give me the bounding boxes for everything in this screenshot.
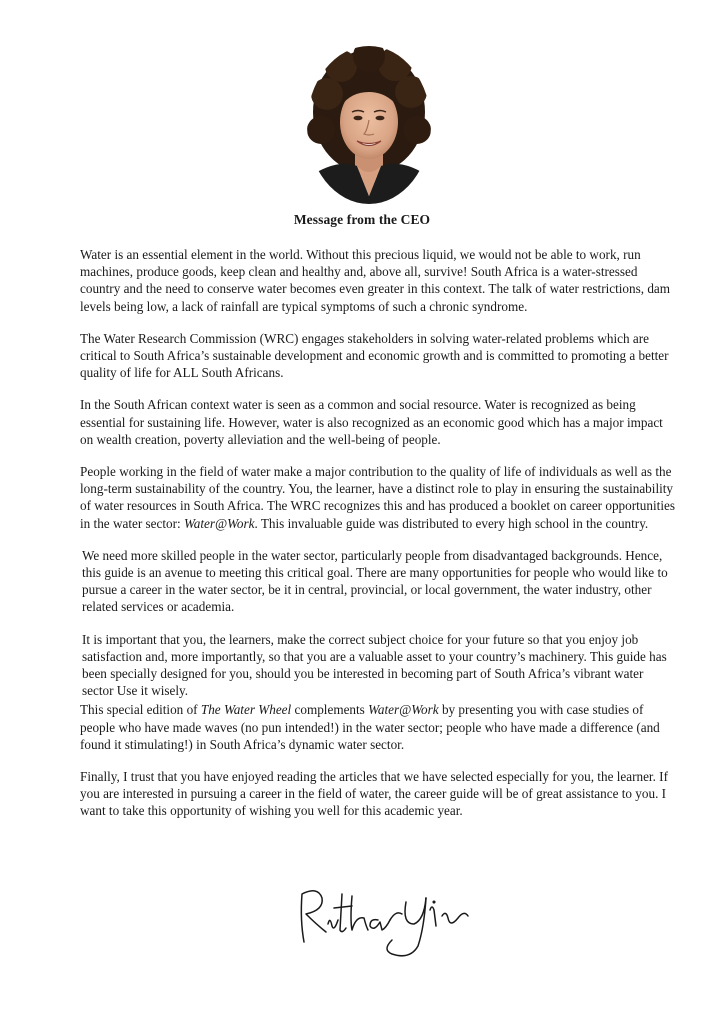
paragraph: Finally, I trust that you have enjoyed reading the articles that we have selected especially for you, the learner. If you are interested in pursuing a career in the field of water, the career guide will be of great assistance to you. I want to take this opportunity of wishing you well for this academic year. xyxy=(80,769,668,819)
paragraph xyxy=(80,701,676,753)
paragraph xyxy=(80,463,676,532)
paragraph-text: This special edition of xyxy=(80,702,201,718)
letter-body xyxy=(80,246,676,835)
paragraph: We need more skilled people in the water sector, particularly people from disadvantaged backgrounds. Hence, this guide is an avenue to meeting this critical goal. There are many opportunities for people who would like to pursue a career in the water sector, be it in central, provincial, or local government, the water industry, other related services or academia. xyxy=(82,547,668,615)
paragraph: In the South African context water is seen as a common and social resource. Water is recognized as being essential for sustaining life. However, water is also recognized as an economic good which has a major impact on wealth creation, poverty alleviation and the well-being of people. xyxy=(80,397,663,447)
guide-title: Water@Work xyxy=(184,515,255,531)
paragraph-text: . This invaluable guide was distributed to every high school in the country. xyxy=(254,515,649,531)
magazine-title: The Water Wheel xyxy=(200,702,292,718)
ceo-signature xyxy=(282,880,482,964)
paragraph: It is important that you, the learners, make the correct subject choice for your future so that you enjoy job satisfaction and, more importantly, so that you are a valuable asset to your country’s machinery. This guide has been specially designed for you, should you be interested in becoming part of South Africa’s vibrant water sector Use it wisely. xyxy=(82,631,667,699)
ceo-portrait xyxy=(307,46,431,204)
paragraph-text: by presenting you with case studies of people who have made waves (no pun intended!) in the water sector; people who have made a difference (and found it stimulating!) in South Africa’s dynamic water sector. xyxy=(80,702,660,752)
paragraph-text: People working in the field of water make a major contribution to the quality of life of individuals as well as the long-term sustainability of the country. You, the learner, have a distinct role to play in ensuring the sustainability of water resources in South Africa. The WRC recognizes this and has produced a booklet on career opportunities in the water sector: xyxy=(80,464,675,531)
guide-title: Water@Work xyxy=(368,702,439,718)
paragraph: Water is an essential element in the world. Without this precious liquid, we would not be able to work, run machines, produce goods, keep clean and healthy and, above all, survive! South Africa is a water-stressed country and the need to conserve water becomes even greater in this context. The talk of water restrictions, dam levels being low, a lack of rainfall are typical symptoms of such a chronic syndrome. xyxy=(80,247,671,314)
paragraph: The Water Research Commission (WRC) engages stakeholders in solving water-related problems which are critical to South Africa’s sustainable development and economic growth and is committed to promoting a better quality of life for ALL South Africans. xyxy=(80,330,669,381)
page-title: Message from the CEO xyxy=(293,212,431,227)
paragraph-text: complements xyxy=(291,702,369,718)
